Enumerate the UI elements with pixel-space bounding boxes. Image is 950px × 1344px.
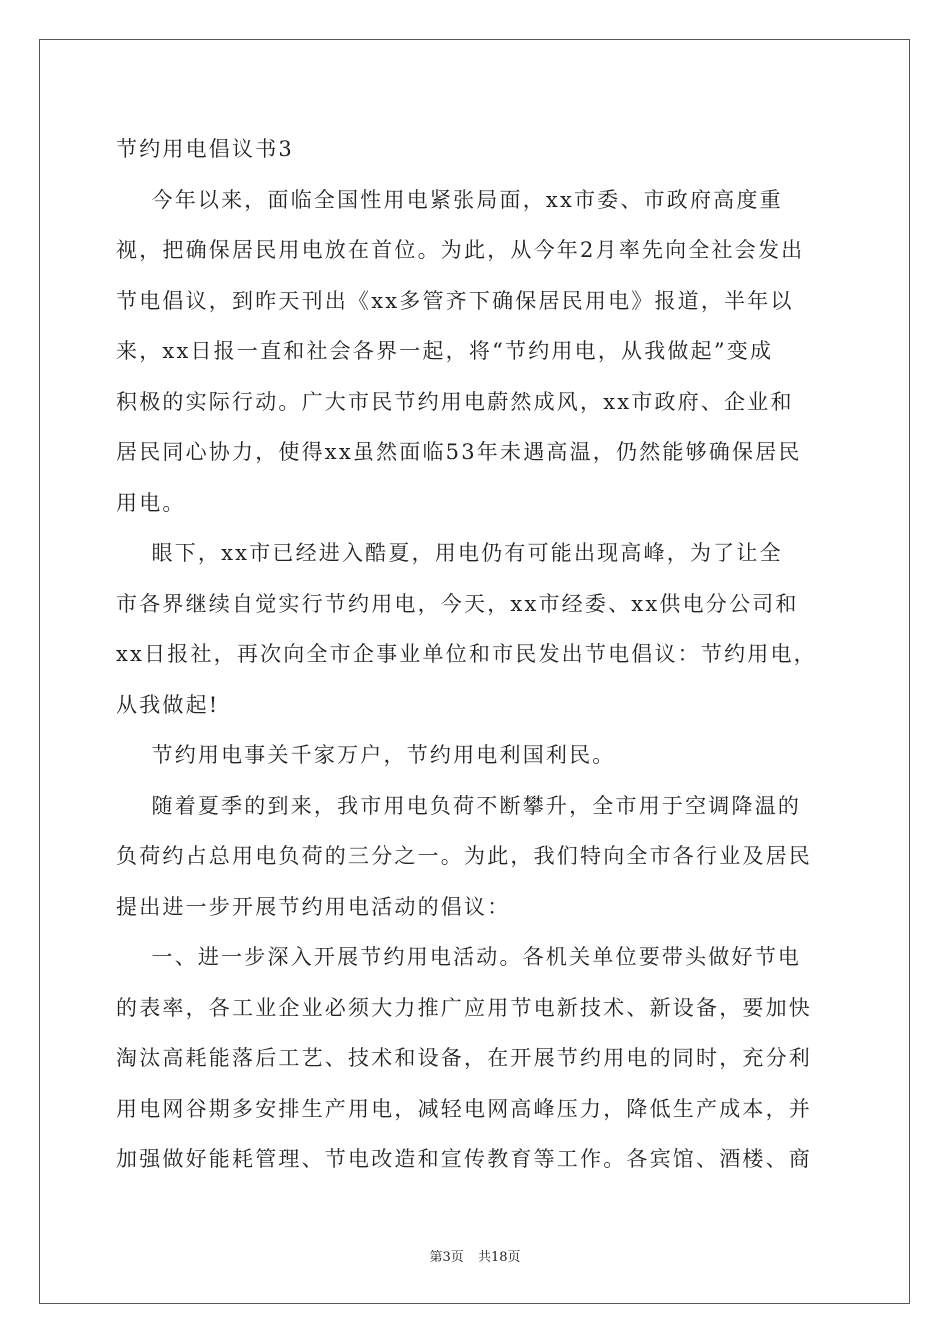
text-line: xx日报社，再次向全市企事业单位和市民发出节电倡议：节约用电， xyxy=(116,642,817,666)
text-line: 今年以来，面临全国性用电紧张局面，xx市委、市政府高度重 xyxy=(116,187,783,212)
text-line: 节约用电事关千家万户，节约用电利国利民。 xyxy=(116,743,616,767)
text-line: 来，xx日报一直和社会各界一起，将“节约用电，从我做起”变成 xyxy=(116,339,774,363)
text-line: 的表率，各工业企业必须大力推广应用节电新技术、新设备，要加快 xyxy=(116,995,812,1020)
text-line: 眼下，xx市已经进入酷夏，用电仍有可能出现高峰，为了让全 xyxy=(116,541,783,565)
document-title: 节约用电倡议书3 xyxy=(116,137,294,161)
text-line: 一、进一步深入开展节约用电活动。各机关单位要带头做好节电 xyxy=(116,945,802,969)
text-line: 节电倡议，到昨天刊出《xx多管齐下确保居民用电》报道，半年以 xyxy=(116,288,794,313)
text-line: 负荷约占总用电负荷的三分之一。为此，我们特向全市各行业及居民 xyxy=(116,844,812,868)
text-line: 用电。 xyxy=(116,490,186,515)
text-line: 淘汰高耗能落后工艺、技术和设备，在开展节约用电的同时，充分利 xyxy=(116,1046,812,1070)
page-footer xyxy=(0,1246,950,1265)
text-line: 随着夏季的到来，我市用电负荷不断攀升，全市用于空调降温的 xyxy=(116,793,802,818)
text-line: 从我做起! xyxy=(116,692,220,717)
text-line: 居民同心协力，使得xx虽然面临53年未遇高温，仍然能够确保居民 xyxy=(116,440,802,464)
document-body xyxy=(116,127,836,1188)
text-line: 加强做好能耗管理、节电改造和宣传教育等工作。各宾馆、酒楼、商 xyxy=(116,1147,812,1171)
text-line: 用电网谷期多安排生产用电，减轻电网高峰压力，降低生产成本，并 xyxy=(116,1096,812,1121)
page-number: 第3页 xyxy=(429,1250,464,1265)
text-line: 积极的实际行动。广大市民节约用电蔚然成风，xx市政府、企业和 xyxy=(116,389,794,414)
page-total: 共18页 xyxy=(477,1250,521,1265)
text-line: 市各界继续自觉实行节约用电，今天，xx市经委、xx供电分公司和 xyxy=(116,591,799,616)
text-line: 视，把确保居民用电放在首位。为此，从今年2月率先向全社会发出 xyxy=(116,238,805,262)
text-line: 提出进一步开展节约用电活动的倡议： xyxy=(116,894,511,919)
